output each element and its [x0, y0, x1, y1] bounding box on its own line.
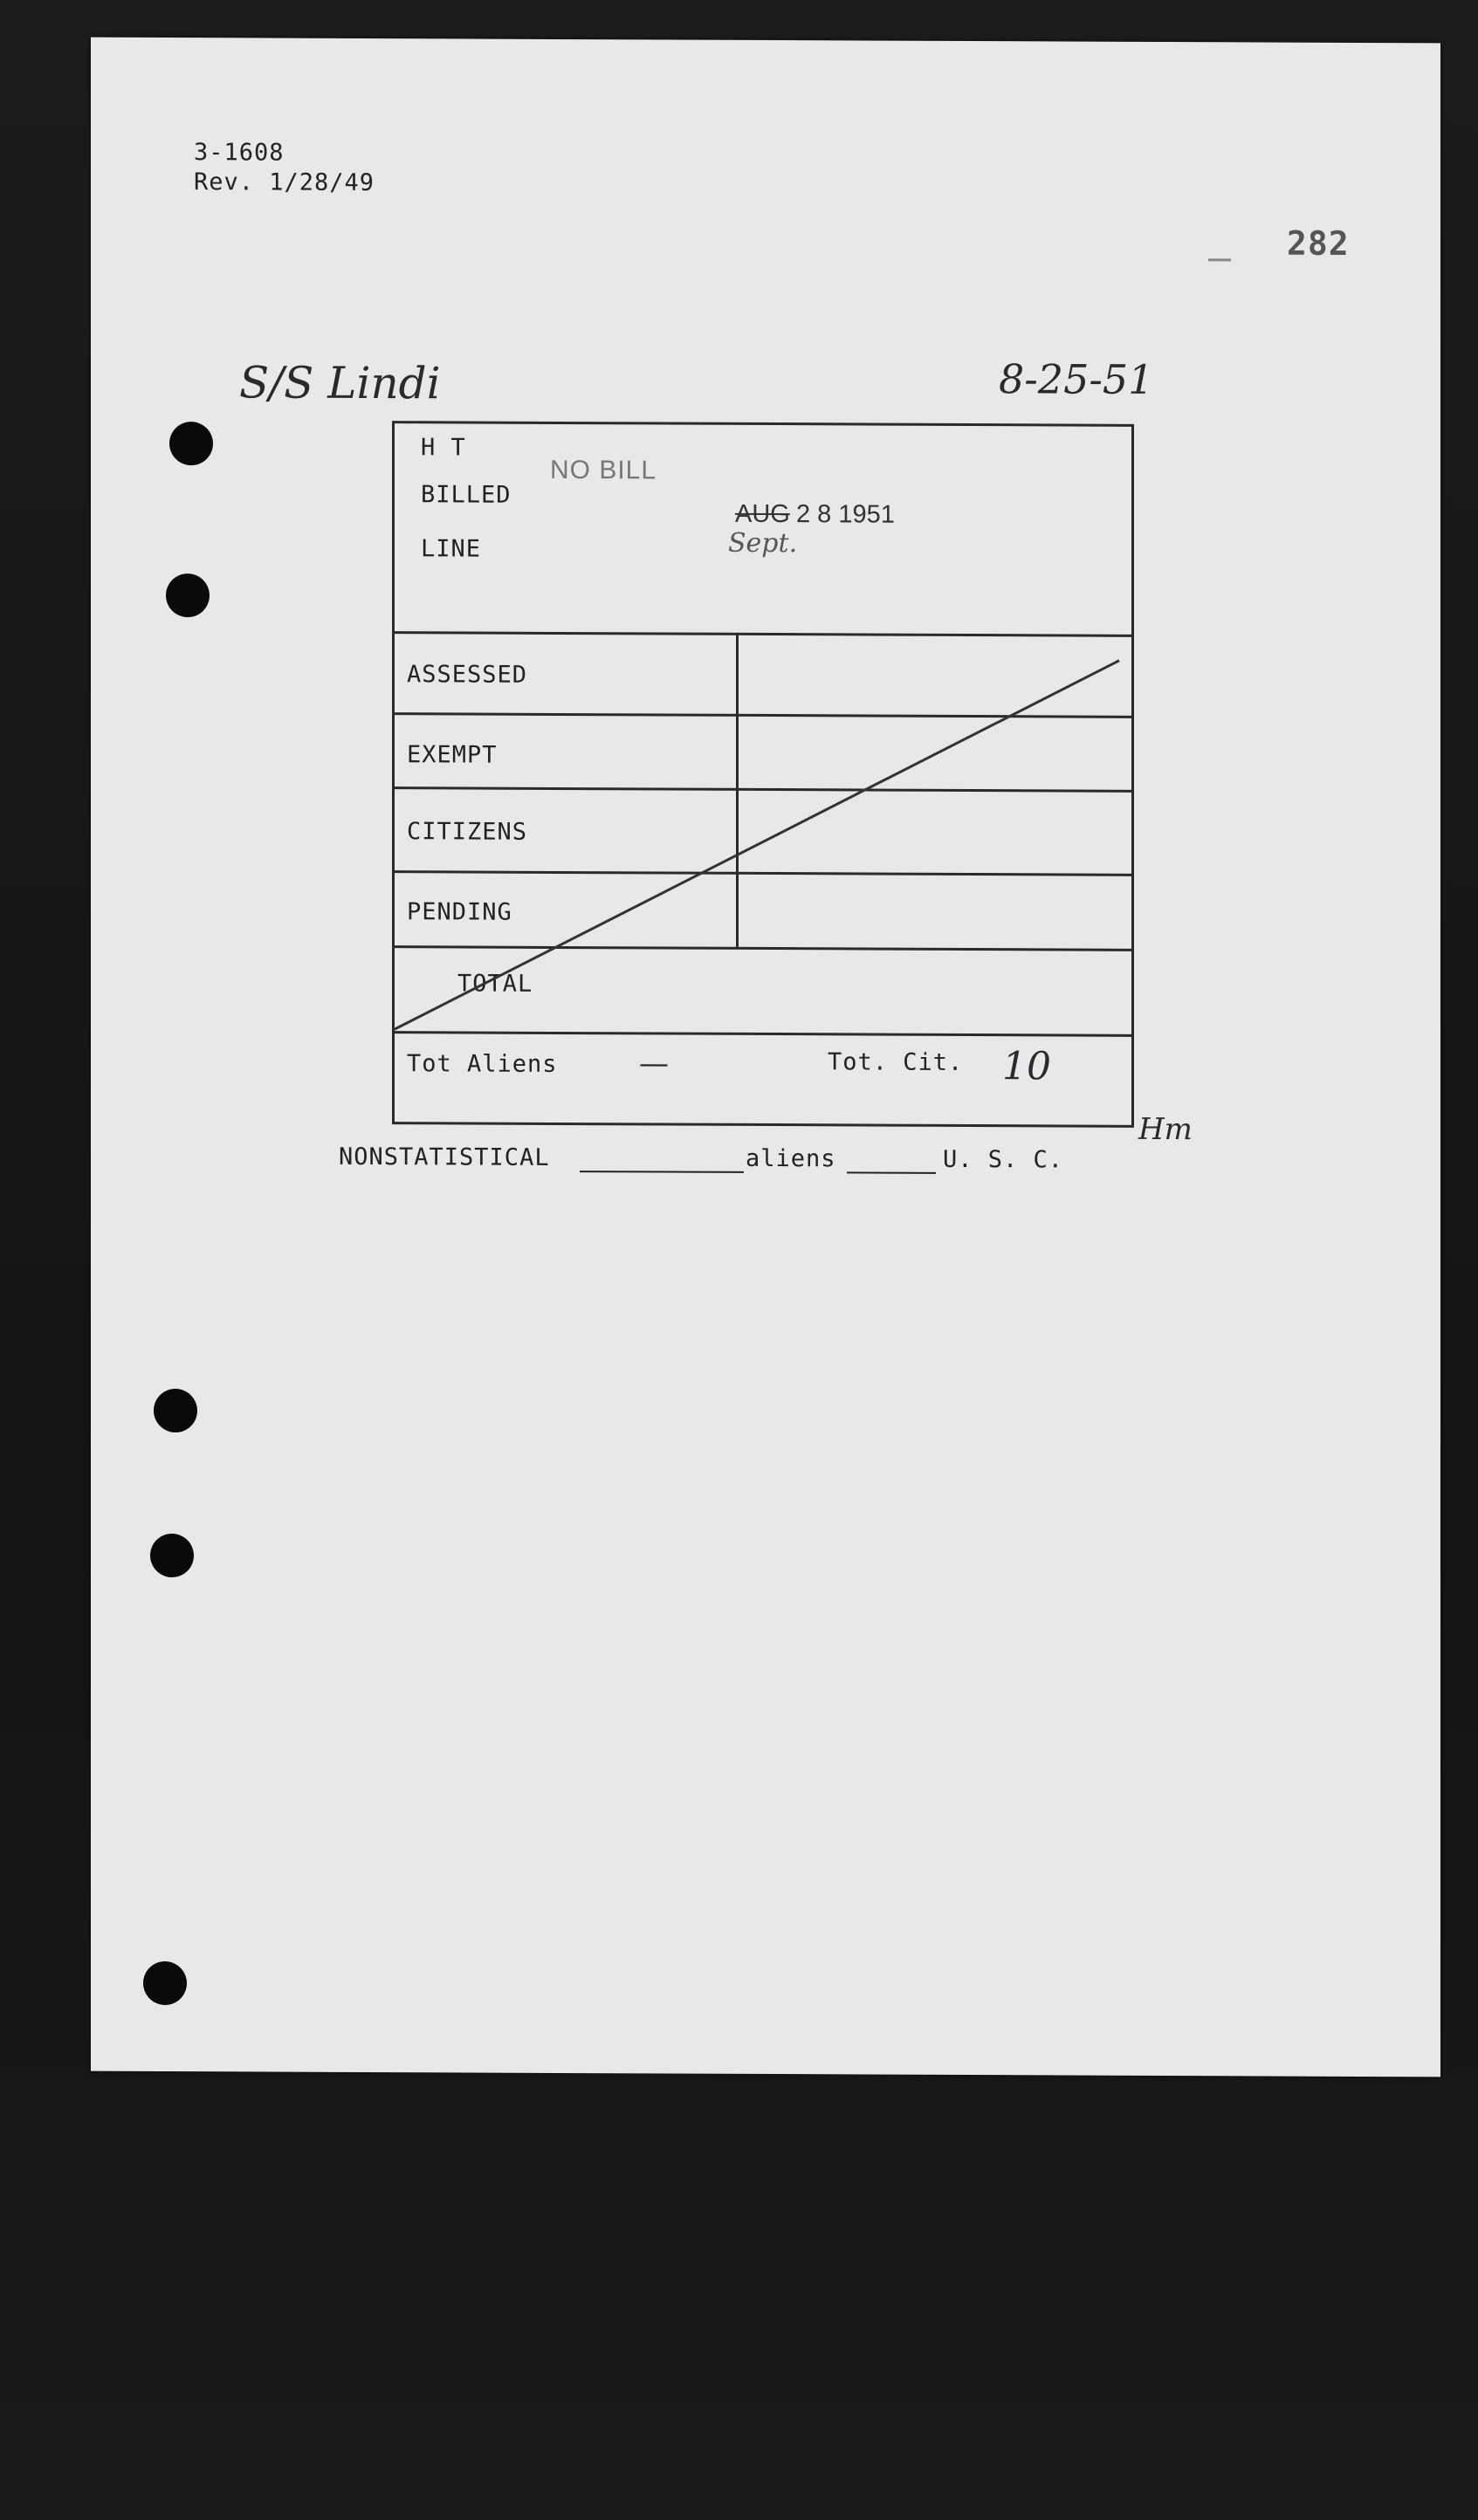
no-bill-stamp: NO BILL	[550, 455, 657, 485]
arrival-date-handwritten: 8-25-51	[999, 355, 1154, 403]
tally-form-box	[392, 421, 1134, 1128]
date-stamp-month: AUG	[735, 499, 790, 529]
stamp-handwritten-note: Sept.	[728, 527, 798, 560]
row-label-citizens: CITIZENS	[407, 818, 528, 846]
date-stamp-day-year: 2 8 1951	[796, 500, 895, 529]
tot-aliens-label: Tot Aliens	[407, 1050, 558, 1078]
initials-handwritten: Hm	[1138, 1111, 1193, 1148]
diagonal-strike-line	[395, 423, 1137, 1130]
row-label-pending: PENDING	[407, 898, 512, 926]
punch-hole	[166, 573, 210, 617]
nonstatistical-label: NONSTATISTICAL	[339, 1143, 550, 1171]
row-label-exempt: EXEMPT	[407, 741, 498, 769]
punch-hole	[169, 422, 213, 465]
tot-aliens-mark: —	[639, 1046, 669, 1081]
header-label-line: LINE	[421, 535, 482, 563]
punch-hole	[154, 1389, 197, 1432]
aliens-label: aliens	[746, 1144, 836, 1173]
row-label-total: TOTAL	[457, 970, 533, 998]
nonstatistical-blank	[580, 1171, 744, 1173]
aliens-blank	[847, 1171, 936, 1173]
strike-stroke	[395, 657, 1119, 1033]
usc-label: U. S. C.	[943, 1145, 1064, 1174]
header-label-ht: H T	[421, 434, 466, 462]
form-code: 3-1608	[194, 139, 285, 167]
tot-cit-value: 10	[1002, 1044, 1051, 1089]
punch-hole	[143, 1961, 187, 2005]
header-label-billed: BILLED	[421, 481, 512, 509]
tot-cit-label: Tot. Cit.	[828, 1048, 964, 1076]
ship-name-handwritten: S/S Lindi	[239, 357, 441, 409]
page-number: 282	[1287, 223, 1350, 263]
row-label-assessed: ASSESSED	[407, 661, 528, 689]
document-page	[91, 38, 1440, 2077]
punch-hole	[150, 1534, 194, 1577]
revision-date: Rev. 1/28/49	[194, 168, 375, 197]
page-dash-mark	[1208, 258, 1231, 261]
